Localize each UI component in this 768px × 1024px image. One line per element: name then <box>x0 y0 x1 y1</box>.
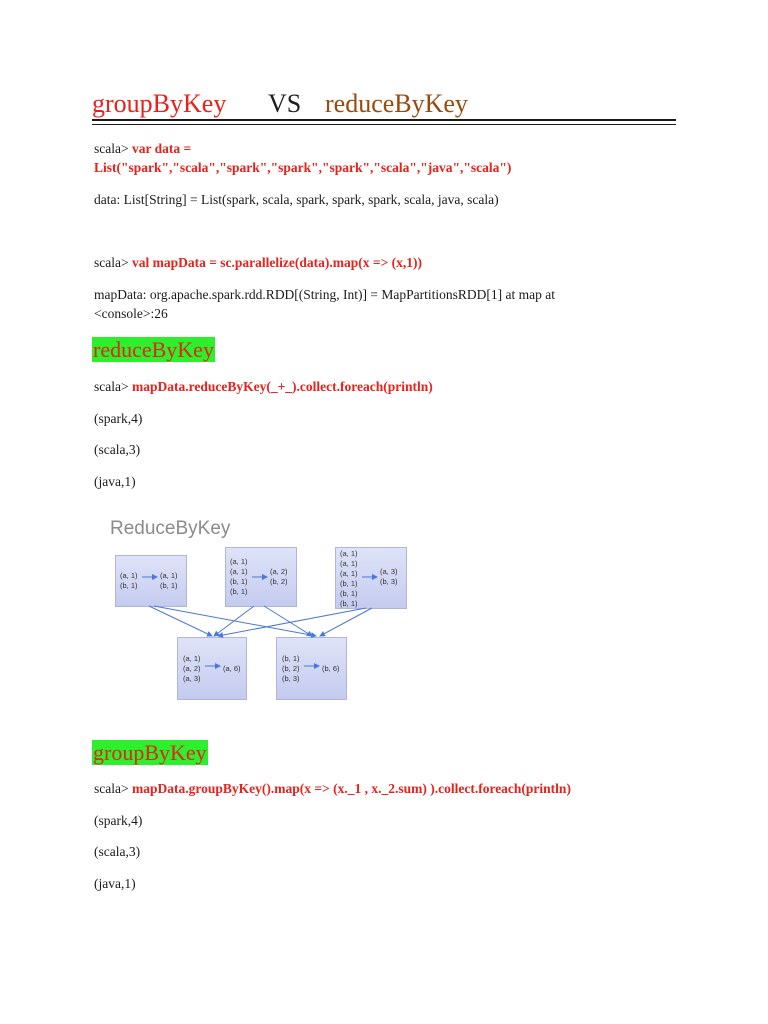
mapdata-code: val mapData = sc.parallelize(data).map(x => (x,1)) <box>131 255 423 270</box>
groupbykey-heading-text: groupByKey <box>93 740 207 765</box>
partition-3-outputs: (a, 3) (b, 3) <box>380 567 398 586</box>
title-vs: VS <box>268 89 302 118</box>
groupbykey-code: mapData.groupByKey().map(x => (x._1 , x._2.sum) ).collect.foreach(println) <box>131 781 571 796</box>
reducebykey-command-line <box>94 377 433 396</box>
reduced-b-output: (b, 6) <box>322 664 340 673</box>
reduced-a-output: (a, 6) <box>223 664 241 673</box>
shuffle-arrow-2a <box>214 606 254 636</box>
reducebykey-code: mapData.reduceByKey(_+_).collect.foreach(println) <box>131 379 433 394</box>
reduce-result-row: (scala,3) <box>94 442 141 457</box>
mapdata-output: mapData: org.apache.spark.rdd.RDD[(String, Int)] = MapPartitionsRDD[1] at map at <box>94 287 556 302</box>
reduced-b-inputs: (b, 1) (b, 2) (b, 3) <box>282 654 300 683</box>
title-right: reduceByKey <box>325 89 468 118</box>
scala-prompt: scala> <box>94 141 129 156</box>
group-result-row: (spark,4) <box>94 813 143 828</box>
scala-prompt: scala> <box>94 379 129 394</box>
reduced-a-inputs: (a, 1) (a, 2) (a, 3) <box>183 654 201 683</box>
groupbykey-command-line <box>94 779 571 798</box>
partition-3-inputs: (a, 1) (a, 1) (a, 1) (b, 1) (b, 1) (b, 1) <box>340 549 358 608</box>
title-rule-thick <box>92 119 676 121</box>
group-result-row: (scala,3) <box>94 844 141 859</box>
diagram-arrows <box>94 508 424 720</box>
data-var-code: var data = <box>131 141 192 156</box>
partition-1-outputs: (a, 1) (b, 1) <box>160 571 178 590</box>
title-left: groupByKey <box>92 89 227 118</box>
group-result-row: (java,1) <box>94 876 136 891</box>
partition-2-outputs: (a, 2) (b, 2) <box>270 567 288 586</box>
shuffle-arrow-1b <box>154 606 316 636</box>
title-rule-thin <box>92 124 676 125</box>
data-output: data: List[String] = List(spark, scala, spark, spark, spark, scala, java, scala) <box>94 192 499 207</box>
reducebykey-diagram <box>94 508 424 720</box>
reducebykey-heading <box>92 336 215 363</box>
groupbykey-heading <box>92 739 208 766</box>
scala-prompt: scala> <box>94 255 129 270</box>
scala-prompt: scala> <box>94 781 129 796</box>
partition-2-inputs: (a, 1) (a, 1) (b, 1) (b, 1) <box>230 557 248 596</box>
data-definition-line <box>94 139 191 158</box>
reduce-result-row: (spark,4) <box>94 411 143 426</box>
mapdata-line <box>94 253 422 272</box>
reducebykey-heading-text: reduceByKey <box>93 337 214 362</box>
data-list-code: List("spark","scala","spark","spark","spark","scala","java","scala") <box>94 160 512 175</box>
partition-1-inputs: (a, 1) (b, 1) <box>120 571 138 590</box>
reduce-result-row: (java,1) <box>94 474 136 489</box>
mapdata-output-console: <console>:26 <box>94 306 168 321</box>
shuffle-arrow-2b <box>264 606 312 636</box>
diagram-title: ReduceByKey <box>110 518 231 539</box>
